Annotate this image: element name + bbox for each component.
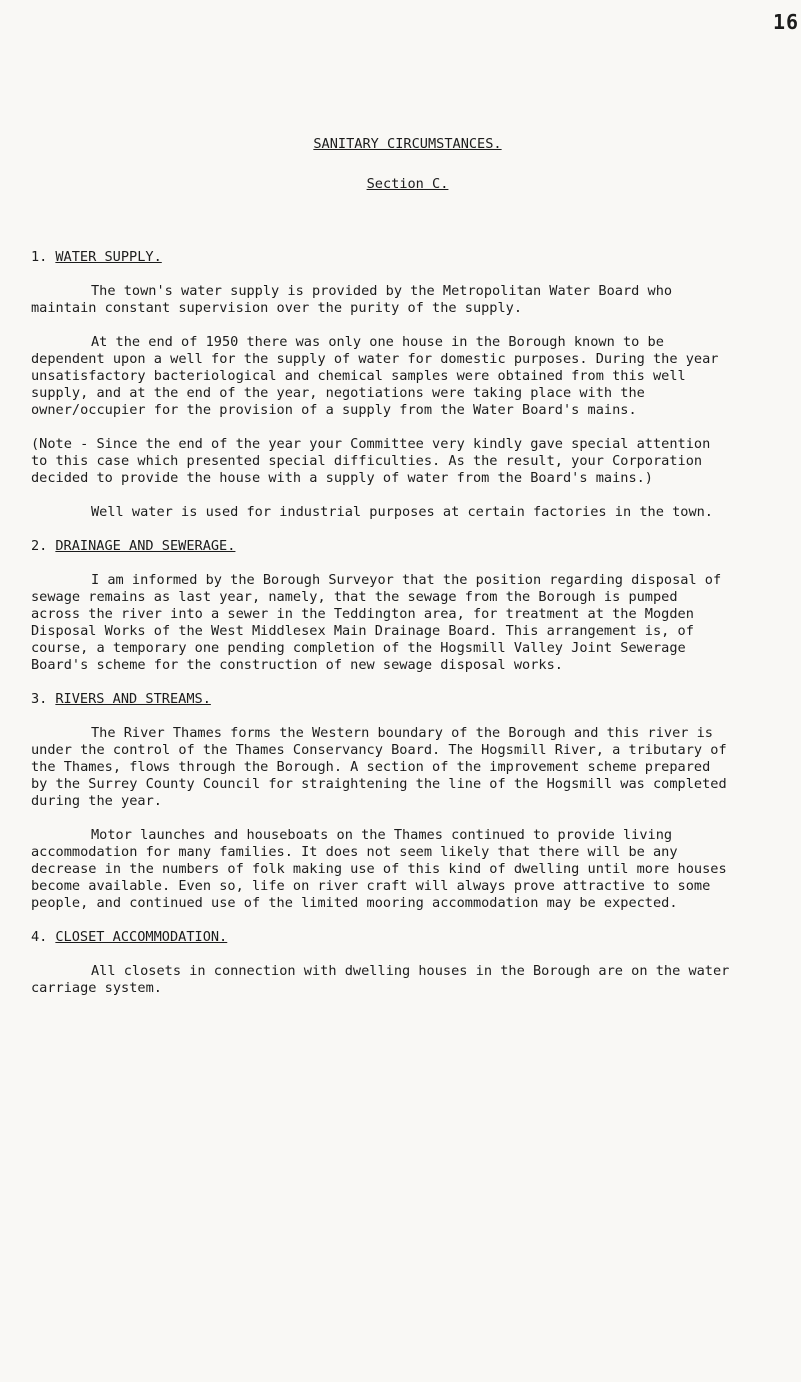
section-heading (31, 691, 731, 708)
section-heading (31, 249, 731, 266)
section-drainage-sewerage (31, 538, 731, 674)
section-heading (31, 538, 731, 555)
page-number: 16 (773, 10, 800, 34)
paragraph: Motor launches and houseboats on the Thames continued to provide living accommodation for many families. It does not seem likely that there will be any decrease in the numbers of folk making use of this kind of dwelling until more houses become available. Even so, life on river craft will always prove attractive to some people, and continued use of the limited mooring accommodation may be expected. (31, 827, 727, 911)
section-number: 3. (31, 691, 48, 707)
section-number: 2. (31, 538, 48, 554)
page-title: SANITARY CIRCUMSTANCES. (313, 136, 502, 152)
section-number: 4. (31, 929, 48, 945)
paragraph: I am informed by the Borough Surveyor that the position regarding disposal of sewage remains as last year, namely, that the sewage from the Borough is pumped across the river into a sewer in the Teddington area, for treatment at the Mogden Disposal Works of the West Middlesex Main Drainage Board. This arrangement is, of course, a temporary one pending completion of the Hogsmill Valley Joint Sewerage Board's scheme for the construction of new sewage disposal works. (31, 572, 722, 673)
paragraph: All closets in connection with dwelling houses in the Borough are on the water carriage system. (31, 963, 730, 996)
section-rivers-streams (31, 691, 731, 912)
section-heading (31, 929, 731, 946)
section-closet-accommodation (31, 929, 731, 997)
document-body (31, 249, 731, 997)
section-water-supply (31, 249, 731, 521)
section-subtitle: Section C. (366, 176, 449, 192)
section-heading-label: CLOSET ACCOMMODATION. (55, 929, 228, 945)
section-number: 1. (31, 249, 48, 265)
paragraph: At the end of 1950 there was only one house in the Borough known to be dependent upon a well for the supply of water for domestic purposes. During the year unsatisfactory bacteriological and chemical samples were obtained from this well supply, and at the end of the year, negotiations were taking place with the owner/occupier for the provision of a supply from the Water Board's mains. (31, 334, 719, 418)
section-heading-label: DRAINAGE AND SEWERAGE. (55, 538, 236, 554)
note-paragraph: (Note - Since the end of the year your Committee very kindly gave special attention to this case which presented special difficulties. As the result, your Corporation decided to provide the house with a supply of water from the Board's mains.) (31, 436, 711, 486)
section-heading-label: WATER SUPPLY. (55, 249, 162, 265)
paragraph: Well water is used for industrial purposes at certain factories in the town. (91, 504, 713, 520)
section-heading-label: RIVERS AND STREAMS. (55, 691, 211, 707)
paragraph: The River Thames forms the Western boundary of the Borough and this river is under the control of the Thames Conservancy Board. The Hogsmill River, a tributary of the Thames, flows through the Borough. A section of the improvement scheme prepared by the Surrey County Council for straightening the line of the Hogsmill was completed during the year. (31, 725, 727, 809)
paragraph: The town's water supply is provided by the Metropolitan Water Board who maintain constant supervision over the purity of the supply. (31, 283, 673, 316)
